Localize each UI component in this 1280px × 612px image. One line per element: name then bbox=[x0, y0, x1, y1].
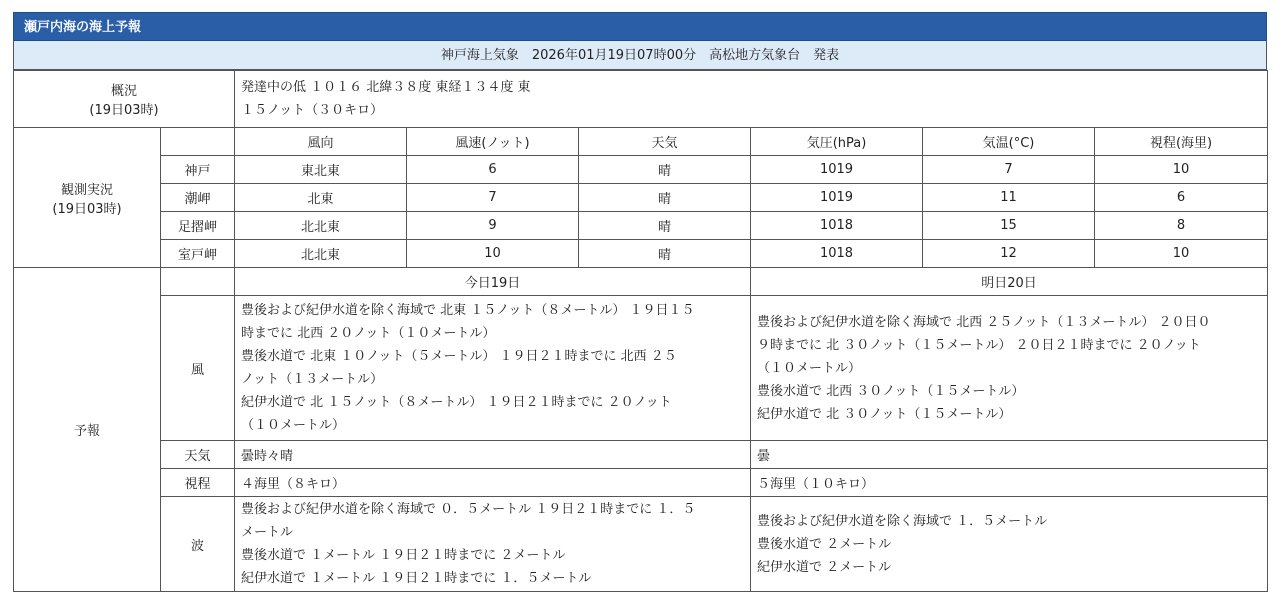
temperature: 12 bbox=[923, 240, 1095, 268]
station-name: 神戸 bbox=[161, 156, 235, 184]
wind-direction: 東北東 bbox=[235, 156, 407, 184]
forecast-header-row bbox=[14, 268, 1268, 296]
overview-text bbox=[235, 71, 1268, 128]
visibility-label: 視程 bbox=[161, 469, 235, 497]
wind-label: 風 bbox=[161, 296, 235, 441]
forecast-line: 豊後水道で 北東 １０ノット（５メートル） １９日２１時までに 北西 ２５ bbox=[241, 349, 677, 364]
forecast-line: ノット（１３メートル） bbox=[241, 372, 384, 387]
wave-tomorrow bbox=[751, 497, 1268, 592]
table-row bbox=[14, 184, 1268, 212]
pressure: 1019 bbox=[751, 156, 923, 184]
weather: 晴 bbox=[579, 212, 751, 240]
weather-tomorrow: 曇 bbox=[751, 441, 1268, 469]
forecast-line: 豊後および紀伊水道を除く海域で 北東 １５ノット（８メートル） １９日１５ bbox=[241, 303, 695, 318]
forecast-line: 豊後および紀伊水道を除く海域で ０．５メートル １９日２１時までに １．５ bbox=[241, 502, 696, 517]
overview-line: 発達中の低 １０１６ 北緯３８度 東経１３４度 東 bbox=[241, 80, 531, 95]
tomorrow-header: 明日20日 bbox=[751, 268, 1268, 296]
overview-label-time: (19日03時) bbox=[89, 103, 159, 118]
weather-today: 曇時々晴 bbox=[235, 441, 751, 469]
overview-label-cell bbox=[14, 71, 235, 128]
forecast-line: 豊後および紀伊水道を除く海域で １．５メートル bbox=[757, 513, 1048, 529]
forecast-line: 豊後および紀伊水道を除く海域で 北西 ２５ノット（１３メートル） ２０日０ bbox=[757, 314, 1211, 330]
pressure: 1019 bbox=[751, 184, 923, 212]
forecast-line: 時までに 北西 ２０ノット（１０メートル） bbox=[241, 326, 496, 341]
col-header: 風速(ノット) bbox=[407, 128, 579, 156]
visibility-tomorrow: ５海里（１０キロ） bbox=[751, 469, 1268, 497]
wind-tomorrow bbox=[751, 296, 1268, 441]
forecast-panel bbox=[13, 12, 1267, 592]
wave-label: 波 bbox=[161, 497, 235, 592]
forecast-line: 豊後水道で ２メートル bbox=[757, 536, 892, 552]
observation-label-time: (19日03時) bbox=[52, 201, 122, 217]
forecast-table bbox=[13, 70, 1268, 592]
forecast-line: 紀伊水道で 北 １５ノット（８メートル） １９日２１時までに ２０ノット bbox=[241, 395, 672, 410]
station-name: 室戸岬 bbox=[161, 240, 235, 268]
weather-forecast-row bbox=[14, 441, 1268, 469]
wind-forecast-row bbox=[14, 296, 1268, 441]
temperature: 15 bbox=[923, 212, 1095, 240]
forecast-label: 予報 bbox=[14, 268, 161, 592]
visibility: 10 bbox=[1095, 240, 1268, 268]
empty-cell bbox=[161, 268, 235, 296]
table-row bbox=[14, 212, 1268, 240]
pressure: 1018 bbox=[751, 212, 923, 240]
visibility-today: ４海里（８キロ） bbox=[235, 469, 751, 497]
weather: 晴 bbox=[579, 240, 751, 268]
visibility-forecast-row bbox=[14, 469, 1268, 497]
weather: 晴 bbox=[579, 184, 751, 212]
observation-label: 観測実況 bbox=[60, 182, 113, 198]
wind-speed: 9 bbox=[407, 212, 579, 240]
wave-forecast-row bbox=[14, 497, 1268, 592]
forecast-line: ９時までに 北 ３０ノット（１５メートル） ２０日２１時までに ２０ノット bbox=[757, 337, 1201, 353]
today-header: 今日19日 bbox=[235, 268, 751, 296]
forecast-line: （１０メートル） bbox=[241, 418, 346, 433]
forecast-line: （１０メートル） bbox=[757, 360, 862, 376]
station-name: 潮岬 bbox=[161, 184, 235, 212]
weather: 晴 bbox=[579, 156, 751, 184]
temperature: 7 bbox=[923, 156, 1095, 184]
wind-direction: 北北東 bbox=[235, 240, 407, 268]
table-row bbox=[14, 240, 1268, 268]
col-header: 気温(°C) bbox=[923, 128, 1095, 156]
wind-direction: 北東 bbox=[235, 184, 407, 212]
wind-speed: 7 bbox=[407, 184, 579, 212]
overview-label: 概況 bbox=[111, 84, 138, 99]
col-header: 風向 bbox=[235, 128, 407, 156]
wind-speed: 10 bbox=[407, 240, 579, 268]
observation-header-row bbox=[14, 128, 1268, 156]
overview-row bbox=[14, 71, 1268, 128]
wind-speed: 6 bbox=[407, 156, 579, 184]
col-header: 気圧(hPa) bbox=[751, 128, 923, 156]
forecast-line: 豊後水道で 北西 ３０ノット（１５メートル） bbox=[757, 383, 1025, 399]
pressure: 1018 bbox=[751, 240, 923, 268]
station-name: 足摺岬 bbox=[161, 212, 235, 240]
wind-direction: 北北東 bbox=[235, 212, 407, 240]
forecast-line: 紀伊水道で １メートル １９日２１時までに １．５メートル bbox=[241, 571, 592, 586]
forecast-line: メートル bbox=[241, 525, 294, 540]
col-header: 視程(海里) bbox=[1095, 128, 1268, 156]
panel-title: 瀬戸内海の海上予報 bbox=[13, 12, 1267, 41]
wave-today bbox=[235, 497, 751, 592]
forecast-line: 紀伊水道で 北 ３０ノット（１５メートル） bbox=[757, 406, 1012, 422]
visibility: 10 bbox=[1095, 156, 1268, 184]
wind-today bbox=[235, 296, 751, 441]
temperature: 11 bbox=[923, 184, 1095, 212]
col-header: 天気 bbox=[579, 128, 751, 156]
observation-label-cell bbox=[14, 128, 161, 268]
visibility: 6 bbox=[1095, 184, 1268, 212]
table-row bbox=[14, 156, 1268, 184]
visibility: 8 bbox=[1095, 212, 1268, 240]
forecast-line: 豊後水道で １メートル １９日２１時までに ２メートル bbox=[241, 548, 566, 563]
weather-label: 天気 bbox=[161, 441, 235, 469]
forecast-line: 紀伊水道で ２メートル bbox=[757, 559, 892, 575]
empty-cell bbox=[161, 128, 235, 156]
overview-line: １５ノット（３０キロ） bbox=[241, 103, 384, 118]
issuance-line: 神戸海上気象 2026年01月19日07時00分 高松地方気象台 発表 bbox=[13, 41, 1267, 70]
